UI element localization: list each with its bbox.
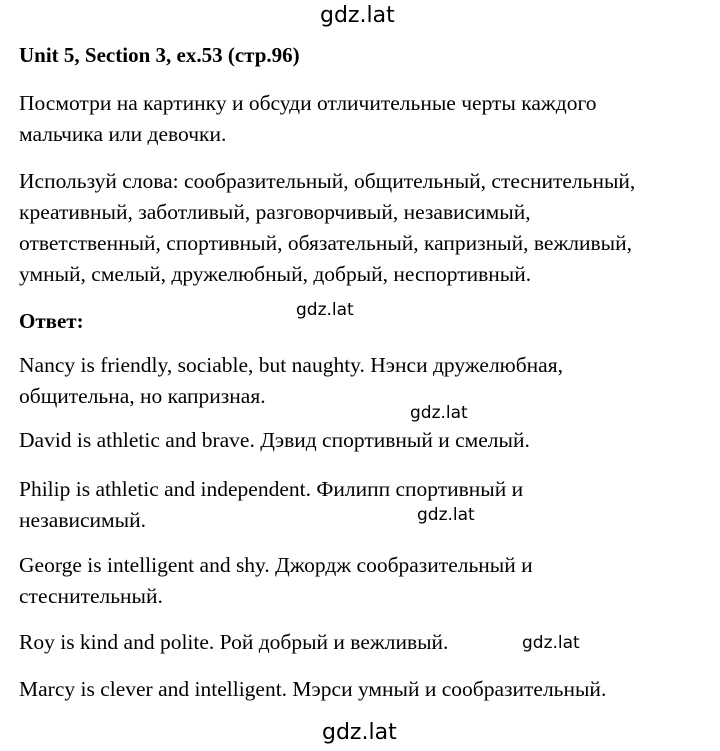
- answer-george-line-1: George is intelligent and shy. Джордж сообразительный и: [19, 553, 533, 577]
- words-line-4: умный, смелый, дружелюбный, добрый, неспортивный.: [19, 262, 532, 286]
- answer-philip-line-2: независимый.: [19, 508, 146, 532]
- exercise-heading: Unit 5, Section 3, ex.53 (стр.96): [19, 43, 300, 67]
- answer-david: David is athletic and brave. Дэвид спортивный и смелый.: [19, 428, 530, 452]
- words-line-2: креативный, заботливый, разговорчивый, независимый,: [19, 200, 531, 224]
- watermark-top: gdz.lat: [320, 3, 395, 28]
- words-line-1: Используй слова: сообразительный, общительный, стеснительный,: [19, 169, 636, 193]
- answer-philip-line-1: Philip is athletic and independent. Филипп спортивный и: [19, 477, 524, 501]
- task-line-2: мальчика или девочки.: [19, 122, 227, 146]
- answer-nancy-line-2: общительна, но капризная.: [19, 384, 266, 408]
- task-line-1: Посмотри на картинку и обсуди отличительные черты каждого: [19, 91, 597, 115]
- answer-label: Ответ:: [19, 309, 84, 333]
- watermark-mid-4: gdz.lat: [522, 633, 580, 653]
- watermark-mid-3: gdz.lat: [417, 505, 475, 525]
- watermark-bottom: gdz.lat: [322, 720, 397, 745]
- watermark-mid-1: gdz.lat: [296, 300, 354, 320]
- watermark-mid-2: gdz.lat: [410, 403, 468, 423]
- words-line-3: ответственный, спортивный, обязательный, капризный, вежливый,: [19, 231, 633, 255]
- answer-marcy: Marcy is clever and intelligent. Мэрси умный и сообразительный.: [19, 677, 607, 701]
- answer-nancy-line-1: Nancy is friendly, sociable, but naughty. Нэнси дружелюбная,: [19, 353, 563, 377]
- answer-roy: Roy is kind and polite. Рой добрый и вежливый.: [19, 630, 449, 654]
- answer-george-line-2: стеснительный.: [19, 584, 163, 608]
